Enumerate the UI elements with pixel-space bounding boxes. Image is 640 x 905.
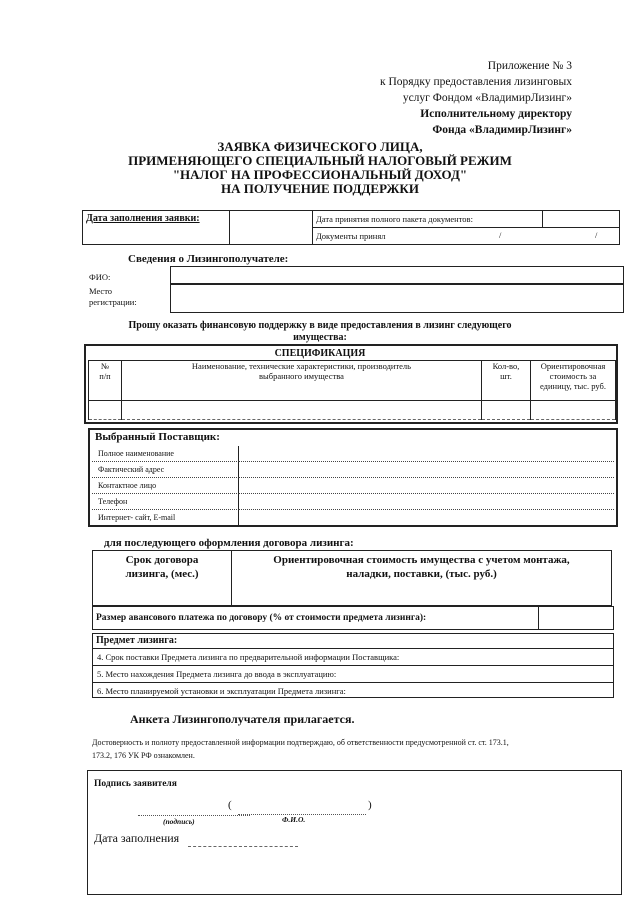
- slash-1: /: [499, 230, 502, 240]
- signature-heading: Подпись заявителя: [94, 779, 177, 789]
- supplier-row: [92, 510, 614, 526]
- supplier-row-label: Фактический адрес: [92, 462, 239, 478]
- appendix-number: Приложение № 3: [487, 60, 572, 72]
- confirmation-text: Достоверность и полноту предоставленной информации подтверждаю, об ответственности предусмотренной ст. ст. 173.1, 173.2, 176 УК РФ ознакомлен.: [92, 738, 509, 760]
- contract-table: [92, 550, 612, 606]
- supplier-address-field[interactable]: [239, 462, 614, 478]
- docs-accepted-label: Документы принял: [316, 231, 386, 241]
- docs-accepted-row[interactable]: [313, 228, 620, 245]
- paren-open: (: [228, 799, 232, 811]
- accept-date-label: Дата принятия полного пакета документов:: [313, 211, 543, 228]
- subject-heading: Предмет лизинга:: [93, 634, 613, 649]
- title-line-2: ПРИМЕНЯЮЩЕГО СПЕЦИАЛЬНЫЙ НАЛОГОВЫЙ РЕЖИМ: [128, 153, 512, 168]
- fio-label: ФИО:: [89, 272, 111, 282]
- fill-date-label: Дата заполнения заявки:: [83, 211, 230, 245]
- advance-label: Размер авансового платежа по договору (% от стоимости предмета лизинга):: [96, 613, 427, 623]
- appendix-fund: услуг Фондом «ВладимирЛизинг»: [402, 92, 572, 104]
- spec-cell[interactable]: [531, 401, 616, 420]
- supplier-row-label: Телефон: [92, 494, 239, 510]
- col-price: Ориентировочная стоимость за единицу, тыс. руб.: [531, 361, 616, 401]
- appendix-header: [322, 58, 572, 138]
- advance-field[interactable]: [538, 607, 614, 629]
- subject-box: [92, 633, 614, 698]
- registration-field[interactable]: [170, 283, 624, 313]
- paren-close: ): [368, 799, 372, 811]
- supplier-row: [92, 478, 614, 494]
- supplier-heading: Выбранный Поставщик:: [95, 431, 220, 443]
- supplier-contact-field[interactable]: [239, 478, 614, 494]
- estimated-cost-label: Ориентировочная стоимость имущества с учетом монтажа, наладки, поставки, (тыс. руб.): [232, 551, 612, 606]
- supplier-row: [92, 462, 614, 478]
- addressee-title: Исполнительному директору: [420, 108, 572, 120]
- col-number: № п/п: [89, 361, 122, 401]
- storage-location-row[interactable]: 5. Место нахождения Предмета лизинга до ввода в эксплуатацию:: [93, 666, 613, 683]
- recipient-heading: Сведения о Лизингополучателе:: [128, 253, 289, 265]
- signature-box: [87, 770, 622, 895]
- spec-title: СПЕЦИФИКАЦИЯ: [274, 348, 366, 359]
- completion-date-label: Дата заполнения: [94, 831, 180, 845]
- fio-caption: Ф.И.О.: [282, 815, 306, 824]
- spec-table: [88, 360, 616, 420]
- supplier-row-label: Контактное лицо: [92, 478, 239, 494]
- document-title: [0, 140, 640, 196]
- slash-2: /: [595, 230, 598, 240]
- spec-cell[interactable]: [89, 401, 122, 420]
- supplier-row: [92, 446, 614, 462]
- supplier-name-field[interactable]: [239, 446, 614, 462]
- delivery-term-row[interactable]: 4. Срок поставки Предмета лизинга по предварительной информации Поставщика:: [93, 649, 613, 666]
- supplier-row-label: Интернет- сайт, E-mail: [92, 510, 239, 526]
- dates-table: [82, 210, 620, 245]
- spec-cell[interactable]: [122, 401, 482, 420]
- appendix-reference: к Порядку предоставления лизинговых: [379, 76, 572, 88]
- registration-label: Место регистрации:: [89, 286, 137, 307]
- completion-date-field[interactable]: [188, 845, 298, 847]
- lease-term-label: Срок договора лизинга, (мес.): [93, 551, 232, 606]
- supplier-row-label: Полное наименование: [92, 446, 239, 462]
- title-line-1: ЗАЯВКА ФИЗИЧЕСКОГО ЛИЦА,: [217, 139, 423, 154]
- col-name: Наименование, технические характеристики, производитель выбранного имущества: [122, 361, 482, 401]
- supplier-rows: [92, 446, 614, 526]
- col-quantity: Кол-во, шт.: [482, 361, 531, 401]
- questionnaire-note: Анкета Лизингополучателя прилагается.: [130, 712, 355, 726]
- accept-date-field[interactable]: [543, 211, 620, 228]
- advance-row: [92, 606, 614, 630]
- title-line-4: НА ПОЛУЧЕНИЕ ПОДДЕРЖКИ: [221, 181, 419, 196]
- contract-heading: для последующего оформления договора лизинга:: [104, 537, 354, 549]
- addressee-fund: Фонда «ВладимирЛизинг»: [432, 124, 572, 136]
- supplier-row: [92, 494, 614, 510]
- request-text: Прошу оказать финансовую поддержку в виде предоставления в лизинг следующего имущества:: [128, 320, 512, 343]
- signature-field[interactable]: [138, 814, 250, 816]
- installation-location-row[interactable]: 6. Место планируемой установки и эксплуатации Предмета лизинга:: [97, 686, 346, 696]
- fill-date-field[interactable]: [230, 211, 313, 245]
- signature-caption: (подпись): [163, 817, 195, 826]
- supplier-website-field[interactable]: [239, 510, 614, 526]
- supplier-phone-field[interactable]: [239, 494, 614, 510]
- spec-cell[interactable]: [482, 401, 531, 420]
- title-line-3: "НАЛОГ НА ПРОФЕССИОНАЛЬНЫЙ ДОХОД": [172, 167, 468, 182]
